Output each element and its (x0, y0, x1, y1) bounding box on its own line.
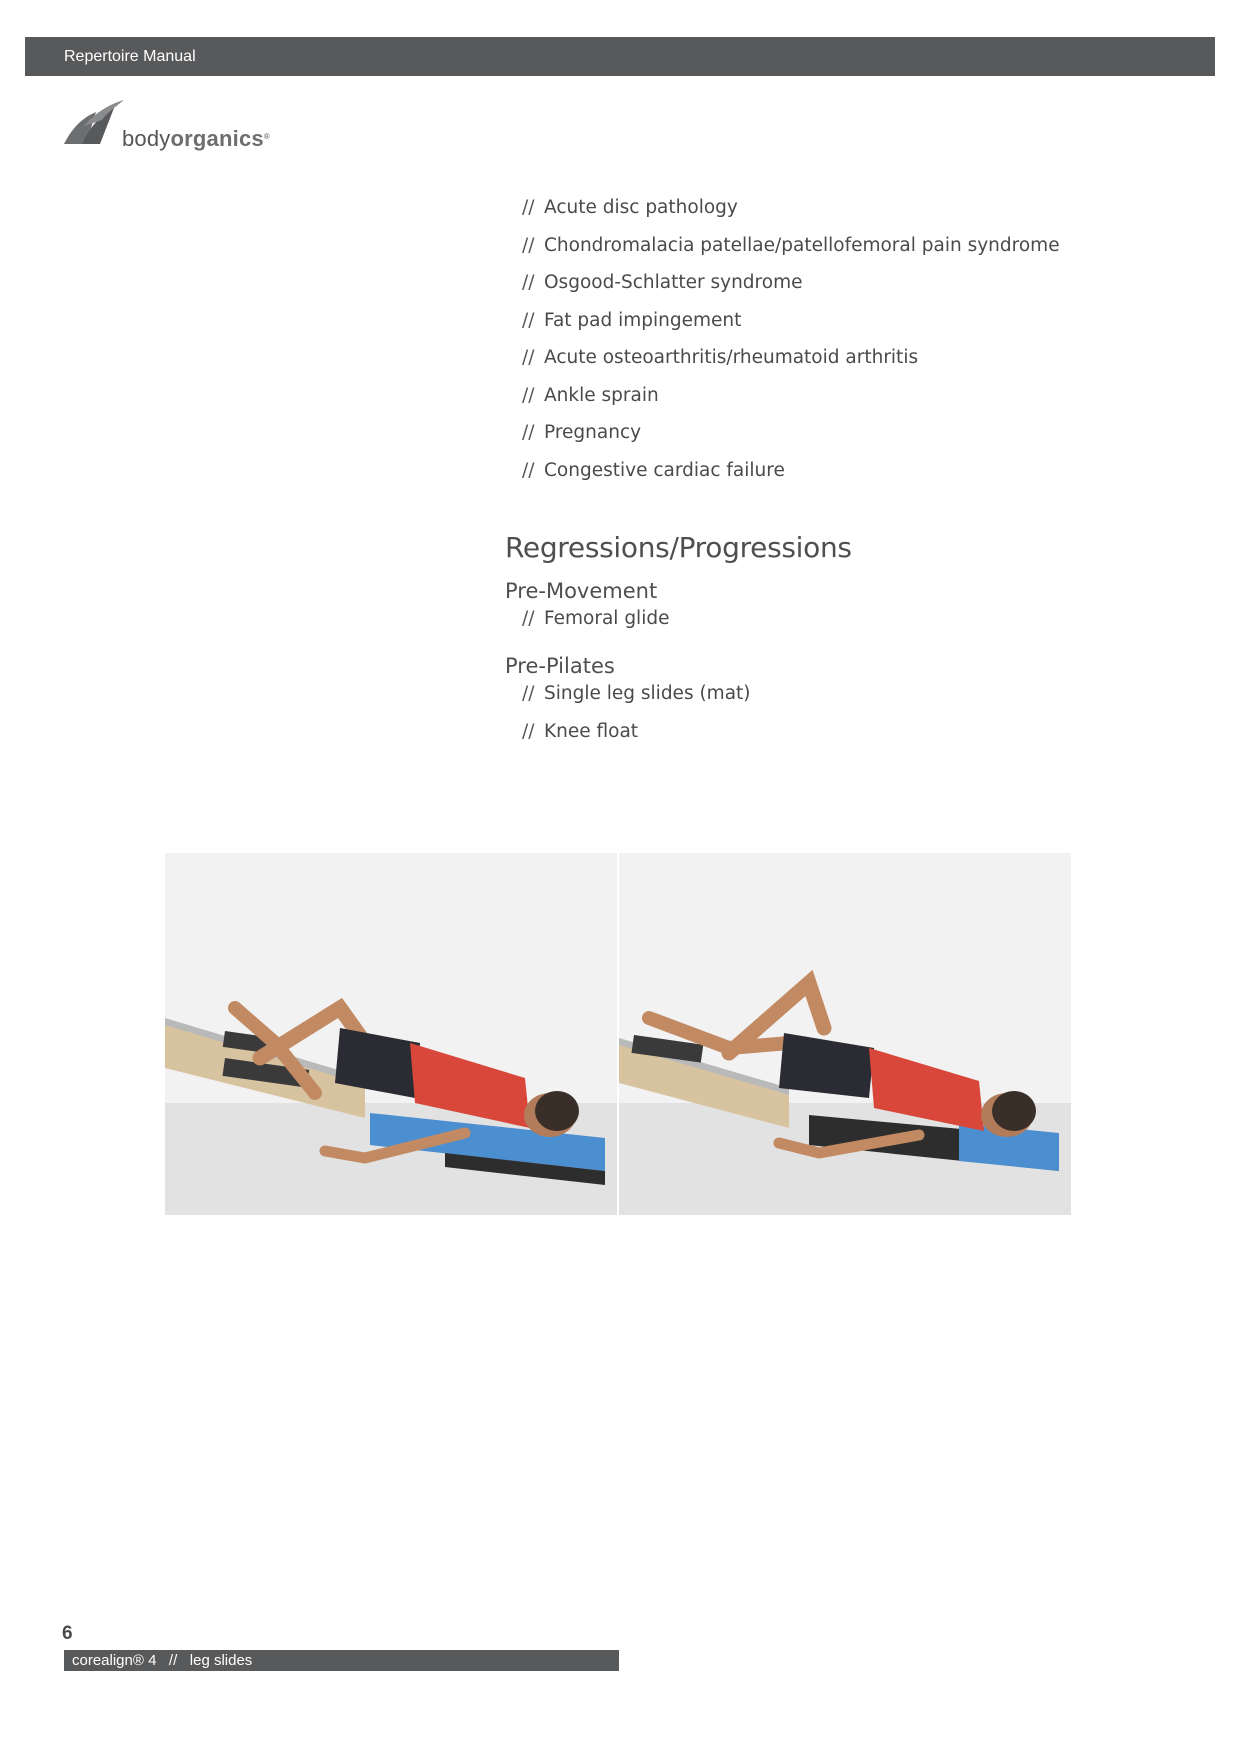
bullet-slashes: // (522, 234, 535, 256)
pre-pilates-section (505, 654, 751, 757)
logo-wordmark: bodyorganics® (122, 126, 270, 151)
list-item (505, 607, 669, 631)
page-number: 6 (62, 1623, 73, 1644)
pre-movement-heading: Pre-Movement (505, 579, 658, 603)
contraindications-list-container (505, 196, 1125, 496)
contraindications-list (505, 196, 1125, 483)
bullet-slashes: // (522, 197, 535, 218)
list-item (505, 346, 1125, 370)
list-item-text: Ankle sprain (544, 384, 659, 406)
exercise-photo-end (619, 853, 1071, 1215)
list-item (505, 421, 1125, 445)
footer-text: corealign® 4 // leg slides (72, 1652, 253, 1669)
pre-pilates-heading: Pre-Pilates (505, 654, 615, 678)
exercise-photos (165, 853, 1071, 1215)
list-item-text: Single leg slides (mat) (544, 683, 751, 704)
list-item-text: Pregnancy (544, 422, 642, 443)
list-item (505, 384, 1125, 408)
list-item (505, 459, 1125, 483)
exercise-photo-start (165, 853, 617, 1215)
regressions-heading: Regressions/Progressions (505, 531, 852, 564)
list-item (505, 720, 751, 744)
pre-movement-list (505, 607, 669, 631)
bullet-slashes: // (522, 347, 535, 368)
bullet-slashes: // (522, 459, 535, 481)
bullet-slashes: // (522, 608, 535, 629)
list-item (505, 682, 751, 706)
list-item-text: Femoral glide (544, 608, 670, 629)
list-item-text: Acute disc pathology (544, 197, 738, 218)
bullet-slashes: // (522, 720, 535, 742)
bullet-slashes: // (522, 422, 535, 443)
logo-swoosh-icon (62, 100, 124, 150)
pre-pilates-list (505, 682, 751, 744)
list-item-text: Fat pad impingement (544, 309, 742, 331)
list-item-text: Acute osteoarthritis/rheumatoid arthritis (544, 347, 919, 368)
bullet-slashes: // (522, 683, 535, 704)
header-bar (25, 37, 1215, 76)
list-item-text: Knee float (544, 720, 639, 742)
header-title: Repertoire Manual (64, 48, 196, 65)
list-item (505, 196, 1125, 220)
body-organics-logo (62, 100, 282, 156)
pre-movement-section (505, 579, 669, 645)
bullet-slashes: // (522, 309, 535, 331)
bullet-slashes: // (522, 272, 535, 293)
list-item-text: Osgood-Schlatter syndrome (544, 272, 803, 293)
list-item-text: Congestive cardiac failure (544, 459, 785, 481)
list-item (505, 271, 1125, 295)
footer-bar (64, 1650, 619, 1671)
list-item (505, 309, 1125, 333)
bullet-slashes: // (522, 384, 535, 406)
list-item (505, 234, 1125, 258)
list-item-text: Chondromalacia patellae/patellofemoral pain syndrome (544, 234, 1060, 256)
